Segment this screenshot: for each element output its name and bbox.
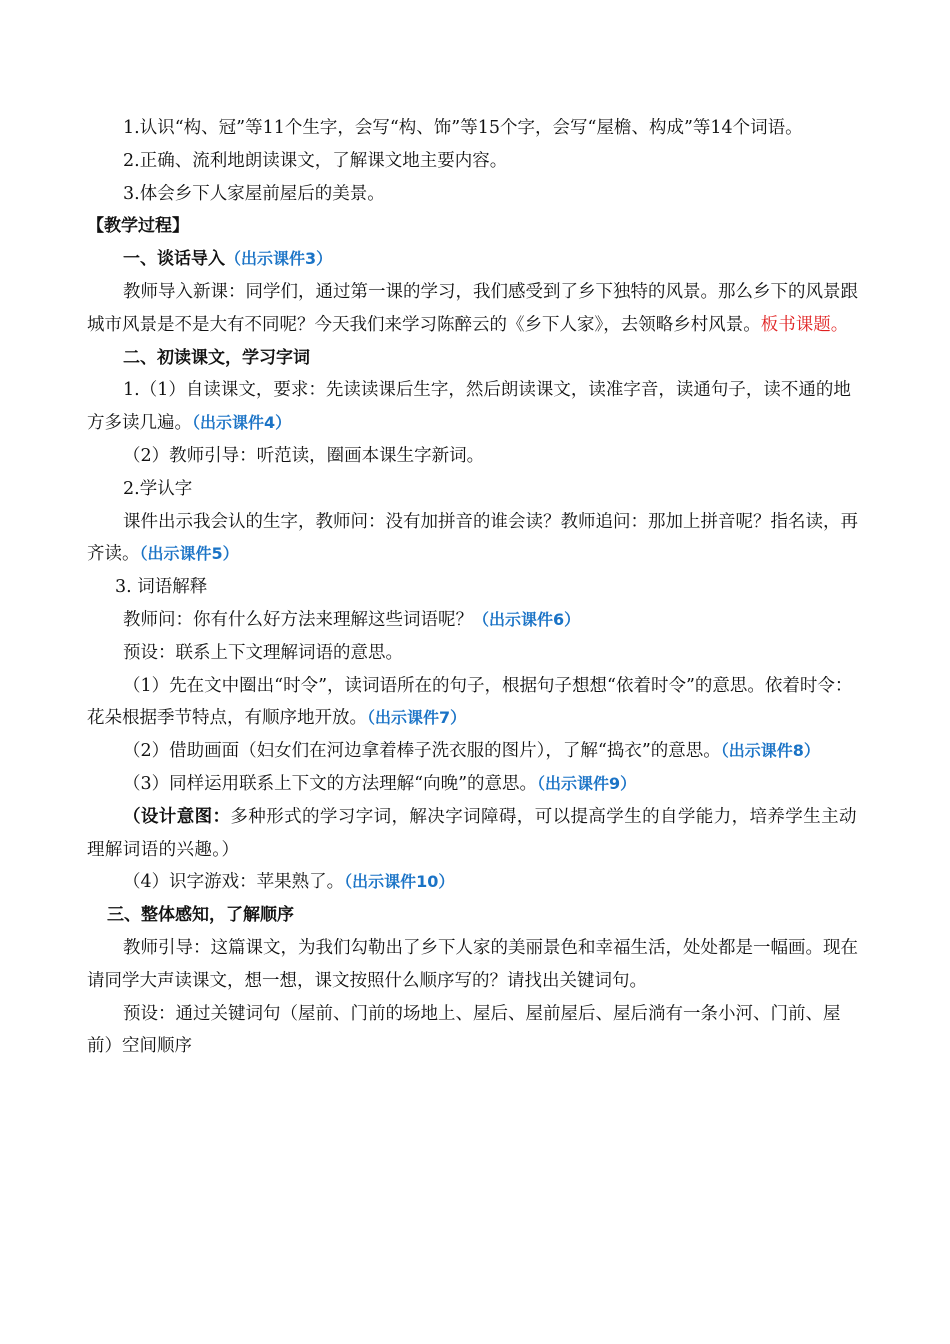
s2-p10-tag: （出示课件9）	[537, 773, 637, 793]
s2-paragraph-9	[87, 735, 865, 768]
s2-paragraph-3: 2.学认字	[123, 478, 193, 499]
s2-paragraph-2: （2）教师引导：听范读，圈画本课生字新词。	[123, 445, 485, 466]
section-1-tag: （出示课件3）	[225, 249, 333, 269]
s2-paragraph-5: 3. 词语解释	[115, 577, 208, 598]
s2-paragraph-8	[87, 670, 865, 736]
s2-p1-tag: （出示课件4）	[192, 413, 292, 433]
goal-3: 3.体会乡下人家屋前屋后的美景。	[123, 183, 385, 204]
section-2-heading: 二、初读课文，学习字词	[123, 347, 310, 368]
s2-p4-tag: （出示课件5）	[139, 544, 239, 564]
goal-1: 1.认识“构、冠”等11个生字，会写“构、饰”等15个字，会写“屋檐、构成”等14个词语。	[123, 118, 803, 138]
design-intent-label: （设计意图：	[123, 806, 231, 827]
design-intent-text: 多种形式的学习字词，解决字词障碍，可以提高学生的自学能力，培养学生主动理解词语的兴趣。）	[87, 806, 857, 860]
s2-paragraph-11	[87, 866, 865, 899]
section-1-paragraph	[87, 276, 865, 342]
design-intent-paragraph	[87, 801, 865, 867]
s2-paragraph-7: 预设：联系上下文理解词语的意思。	[123, 642, 403, 663]
s2-p4-text: 课件出示我会认的生字，教师问：没有加拼音的谁会读？教师追问：那加上拼音呢？指名读，再齐读。	[87, 511, 858, 565]
section-1-heading	[87, 243, 865, 276]
s2-p6-tag: （出示课件6）	[473, 609, 581, 629]
s2-p11-text: （4）识字游戏：苹果熟了。	[123, 872, 345, 893]
section-1-text: 教师导入新课：同学们，通过第一课的学习，我们感受到了乡下独特的风景。那么乡下的风景跟城市风景是不是大有不同呢？今天我们来学习陈醉云的《乡下人家》，去领略乡村风景。	[87, 281, 858, 335]
s3-paragraph-1: 教师引导：这篇课文，为我们勾勒出了乡下人家的美丽景色和幸福生活，处处都是一幅画。现在请同学大声读课文，想一想，课文按照什么顺序写的？请找出关键词句。	[87, 937, 858, 991]
s2-p1-text: 1.（1）自读课文，要求：先读读课后生字，然后朗读课文，读准字音，读通句子，读不通的地方多读几遍。	[87, 380, 851, 434]
s2-p11-tag: （出示课件10）	[344, 872, 455, 892]
s2-p8-text: （1）先在文中圈出“时令”，读词语所在的句子，根据句子想想“依着时令”的意思。依着时令：花朵根据季节特点，有顺序地开放。	[87, 675, 853, 729]
s2-p8-tag: （出示课件7）	[367, 708, 467, 728]
section-1-red-note: 板书课题。	[760, 314, 849, 335]
lesson-plan-body	[87, 112, 865, 1063]
process-heading: 【教学过程】	[87, 216, 189, 237]
s2-paragraph-1	[87, 374, 865, 440]
s3-paragraph-2: 预设：通过关键词句（屋前、门前的场地上、屋后、屋前屋后、屋后淌有一条小河、门前、屋前）空间顺序	[87, 1003, 841, 1057]
s2-p6-text: 教师问：你有什么好方法来理解这些词语呢？	[123, 609, 473, 630]
s2-paragraph-4	[87, 506, 865, 572]
section-3-heading: 三、整体感知，了解顺序	[107, 905, 294, 926]
s2-paragraph-6	[87, 604, 865, 637]
section-1-title: 一、谈话导入	[123, 249, 225, 270]
s2-p9-text: （2）借助画面（妇女们在河边拿着棒子洗衣服的图片），了解“捣衣”的意思。	[123, 741, 721, 762]
s2-p10-text: （3）同样运用联系上下文的方法理解“向晚”的意思。	[123, 773, 538, 794]
s2-p9-tag: （出示课件8）	[720, 741, 820, 761]
s2-paragraph-10	[87, 768, 865, 801]
goal-2: 2.正确、流利地朗读课文，了解课文地主要内容。	[123, 150, 508, 171]
